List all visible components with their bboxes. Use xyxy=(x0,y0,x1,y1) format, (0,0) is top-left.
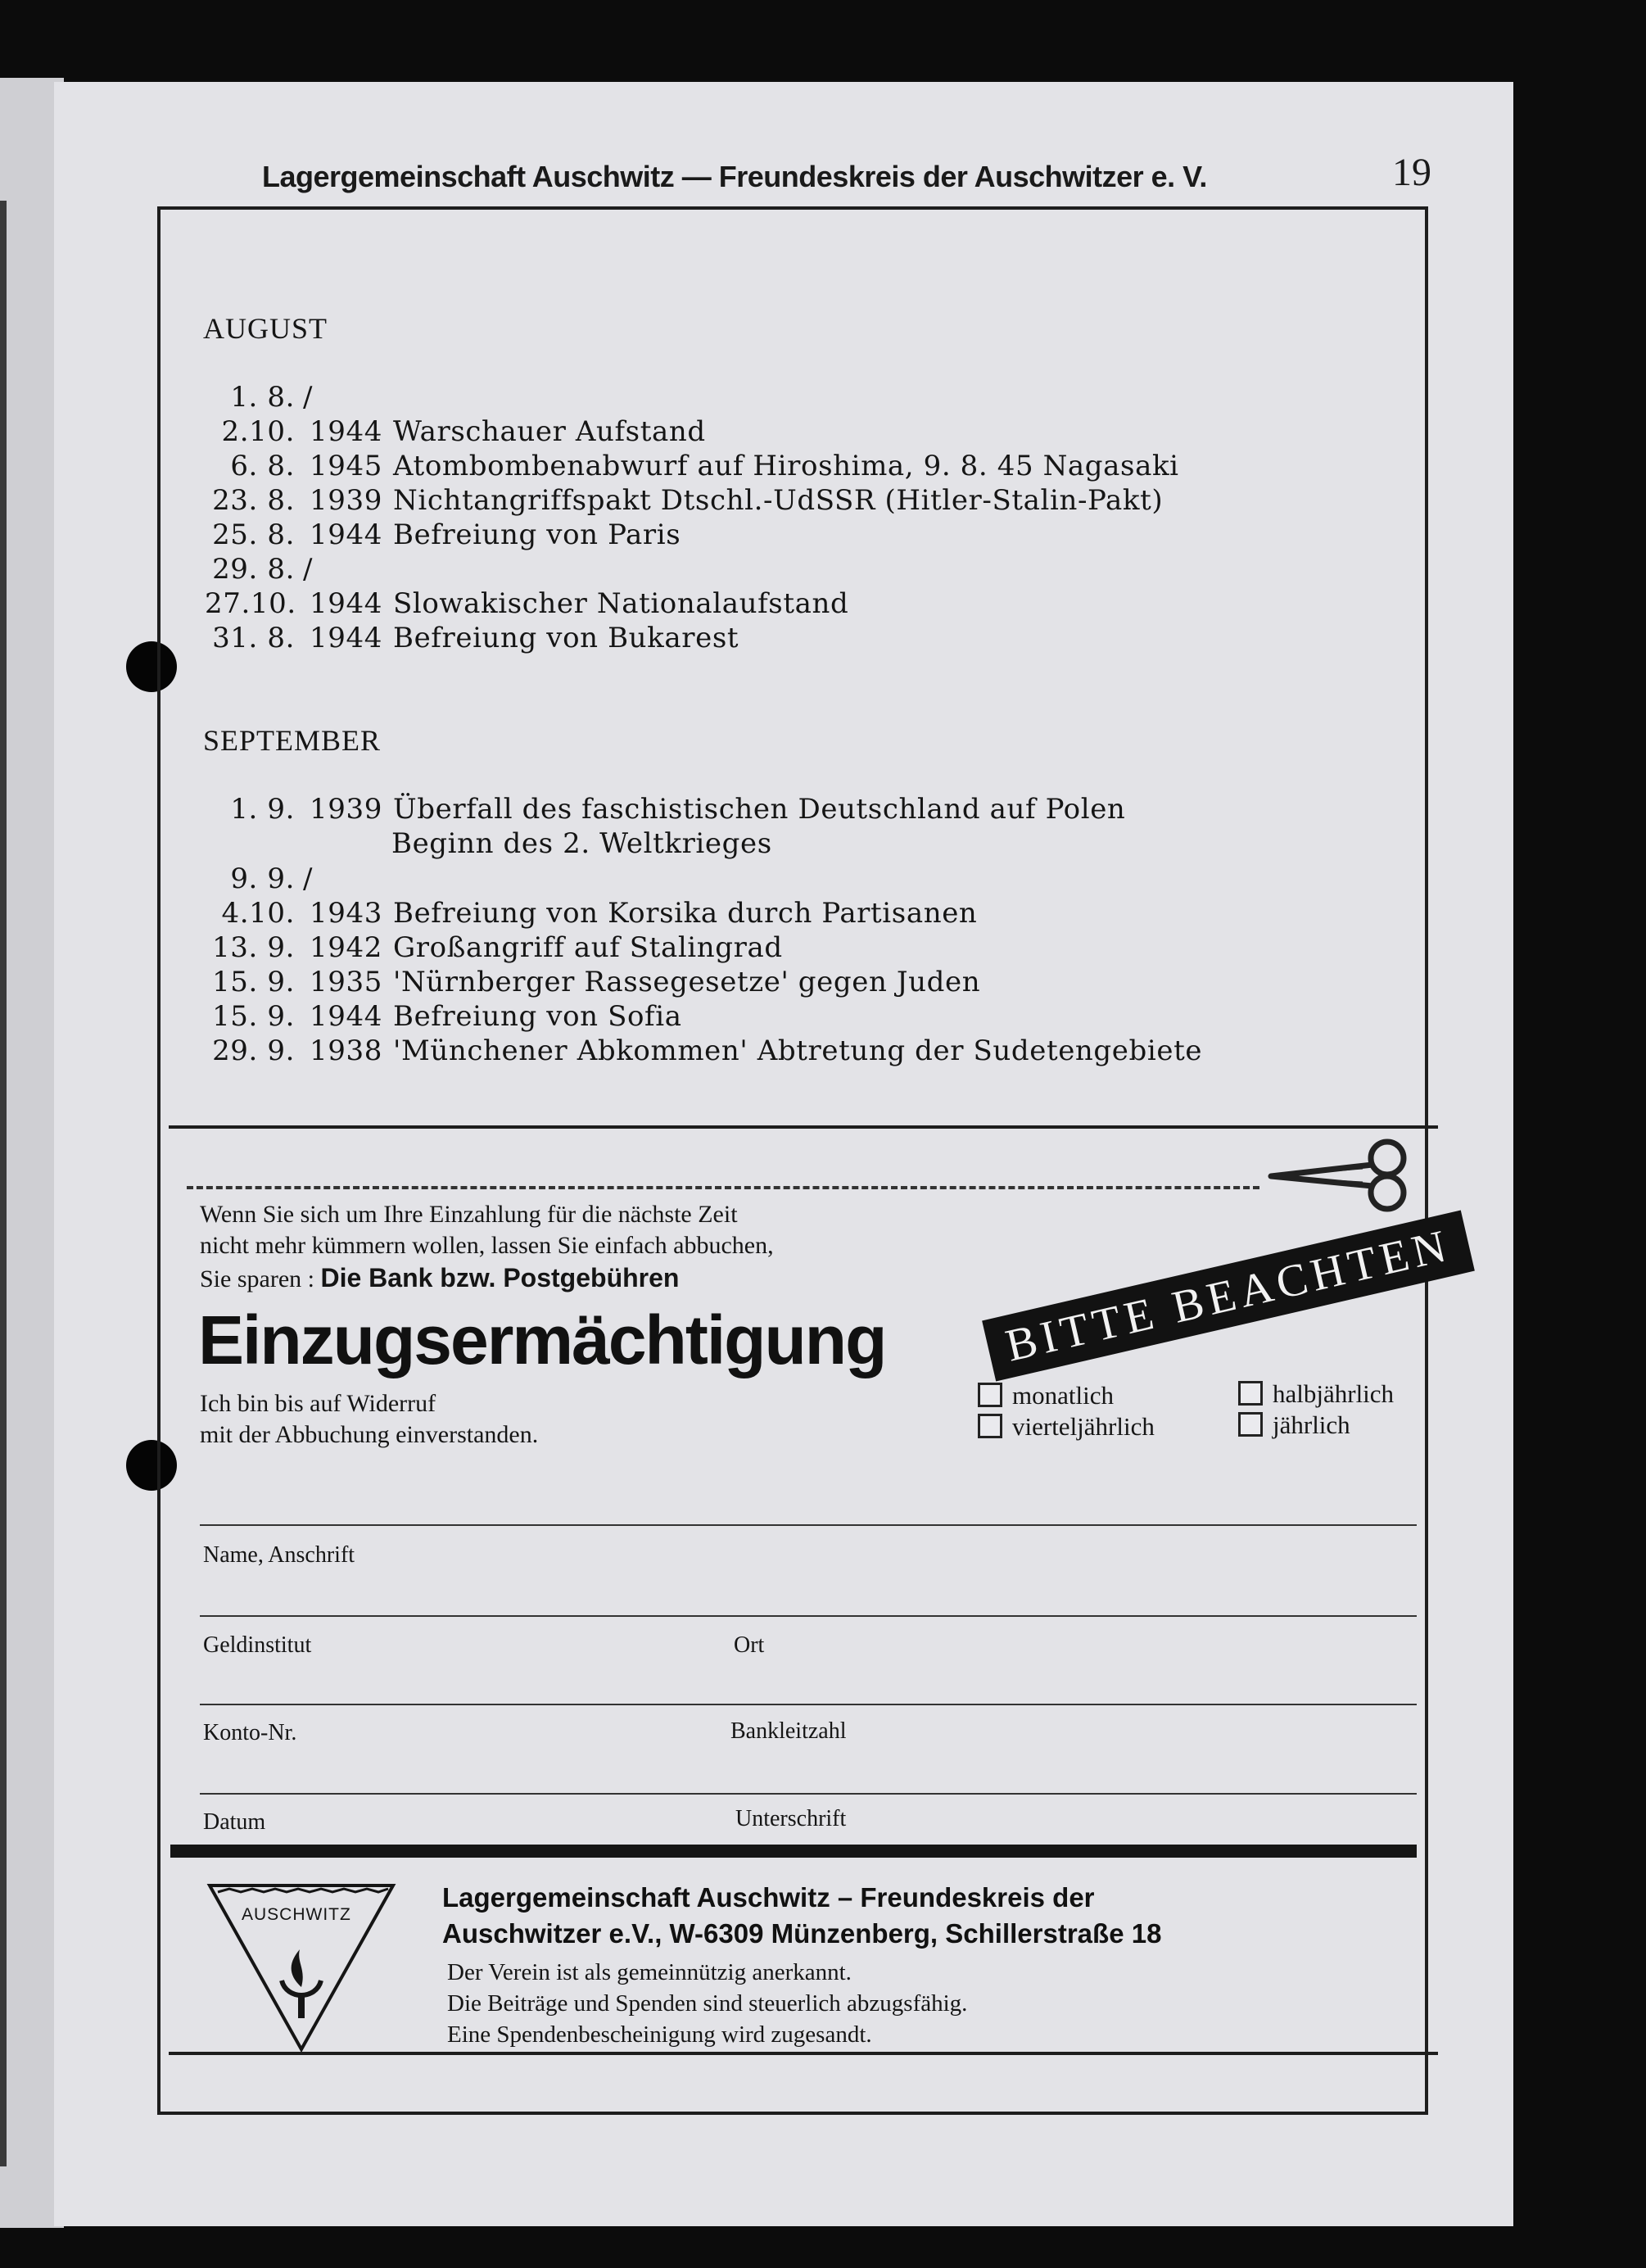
fee-note: Die Bank bzw. Postgebühren xyxy=(320,1263,680,1292)
footer-note: Die Beiträge und Spenden sind steuerlich abzugsfähig. xyxy=(447,1990,968,2017)
row-date: 1. 9. xyxy=(230,793,295,826)
checkbox[interactable] xyxy=(978,1414,1002,1438)
august-heading: AUGUST xyxy=(203,312,328,345)
row-date: 27.10. xyxy=(205,587,296,620)
sort-code-field-label: Bankleitzahl xyxy=(730,1718,847,1744)
row-year: 1944 xyxy=(310,1000,382,1033)
row-text: 'Münchener Abkommen' Abtretung der Sudetengebiete xyxy=(393,1034,1203,1067)
row-date: 2.10. xyxy=(221,415,295,448)
row-year: 1939 xyxy=(310,793,382,826)
option-monthly[interactable] xyxy=(978,1381,1114,1410)
row-date: 6. 8. xyxy=(230,450,295,482)
cut-line xyxy=(187,1186,1259,1189)
row-year: 1939 xyxy=(310,484,382,517)
bank-field-label: Geldinstitut xyxy=(203,1632,312,1658)
footer-divider xyxy=(169,2052,1438,2055)
row-year: 1938 xyxy=(310,1034,382,1067)
row-date: 23. 8. xyxy=(212,484,295,517)
row-year: 1935 xyxy=(310,966,382,998)
page-number: 19 xyxy=(1392,151,1431,194)
row-text: Beginn des 2. Weltkrieges xyxy=(391,827,772,860)
checkbox[interactable] xyxy=(1238,1412,1263,1437)
option-label: halbjährlich xyxy=(1273,1379,1395,1408)
option-yearly[interactable] xyxy=(1238,1410,1350,1440)
option-label: monatlich xyxy=(1012,1381,1114,1410)
form-intro-prefix: Sie sparen : xyxy=(200,1265,321,1292)
row-text: Befreiung von Sofia xyxy=(393,1000,682,1033)
form-intro-line: nicht mehr kümmern wollen, lassen Sie einfach abbuchen, xyxy=(200,1232,774,1259)
row-year: 1944 xyxy=(310,622,382,654)
city-field-label: Ort xyxy=(734,1632,765,1658)
form-intro-line: Wenn Sie sich um Ihre Einzahlung für die nächste Zeit xyxy=(200,1201,738,1228)
row-year: 1944 xyxy=(310,518,382,551)
form-heading: Einzugsermächtigung xyxy=(198,1301,886,1378)
row-text: Befreiung von Korsika durch Partisanen xyxy=(393,897,978,930)
account-field-line[interactable] xyxy=(200,1704,1417,1705)
option-label: jährlich xyxy=(1273,1410,1350,1439)
september-heading: SEPTEMBER xyxy=(203,724,382,757)
row-date: 1. 8. xyxy=(230,381,295,414)
page-edge xyxy=(0,201,7,2166)
footer-note: Der Verein ist als gemeinnützig anerkannt. xyxy=(447,1959,852,1985)
name-field-line[interactable] xyxy=(200,1524,1417,1526)
date-field-line[interactable] xyxy=(200,1793,1417,1795)
date-field-label: Datum xyxy=(203,1809,266,1835)
row-date: 4.10. xyxy=(221,897,295,930)
row-year: 1942 xyxy=(310,931,382,964)
row-text: Slowakischer Nationalaufstand xyxy=(393,587,849,620)
row-text: Befreiung von Paris xyxy=(393,518,681,551)
row-year: 1943 xyxy=(310,897,382,930)
row-text: Befreiung von Bukarest xyxy=(393,622,739,654)
row-date: 31. 8. xyxy=(212,622,295,654)
row-text: Überfall des faschistischen Deutschland auf Polen xyxy=(393,793,1126,826)
form-intro-line xyxy=(200,1263,679,1293)
row-text: 'Nürnberger Rassegesetze' gegen Juden xyxy=(393,966,981,998)
checkbox[interactable] xyxy=(1238,1381,1263,1406)
signature-field-label: Unterschrift xyxy=(735,1806,847,1831)
row-text: Atombombenabwurf auf Hiroshima, 9. 8. 45 Nagasaki xyxy=(393,450,1179,482)
row-text: Warschauer Aufstand xyxy=(393,415,706,448)
page-header-title: Lagergemeinschaft Auschwitz — Freundeskreis der Auschwitzer e. V. xyxy=(262,160,1207,193)
consent-text: mit der Abbuchung einverstanden. xyxy=(200,1421,539,1448)
row-text: Nichtangriffspakt Dtschl.-UdSSR (Hitler-Stalin-Pakt) xyxy=(393,484,1164,517)
section-divider xyxy=(169,1125,1438,1129)
account-field-label: Konto-Nr. xyxy=(203,1720,297,1745)
row-year: / xyxy=(303,553,314,586)
footer-bar xyxy=(170,1845,1417,1858)
row-date: 9. 9. xyxy=(230,862,295,895)
row-date: 29. 9. xyxy=(212,1034,295,1067)
row-date: 13. 9. xyxy=(212,931,295,964)
name-field-label: Name, Anschrift xyxy=(203,1542,355,1568)
option-quarterly[interactable] xyxy=(978,1412,1155,1442)
row-date: 15. 9. xyxy=(212,966,295,998)
row-date: 25. 8. xyxy=(212,518,295,551)
scissors-icon xyxy=(1264,1135,1418,1214)
row-date: 29. 8. xyxy=(212,553,295,586)
footer-note: Eine Spendenbescheinigung wird zugesandt. xyxy=(447,2021,872,2048)
checkbox[interactable] xyxy=(978,1383,1002,1407)
notice-badge: BITTE BEACHTEN xyxy=(982,1210,1475,1381)
row-year: 1944 xyxy=(310,587,382,620)
row-year: 1945 xyxy=(310,450,382,482)
row-year: / xyxy=(303,381,314,414)
consent-text: Ich bin bis auf Widerruf xyxy=(200,1390,436,1417)
row-date: 15. 9. xyxy=(212,1000,295,1033)
option-label: vierteljährlich xyxy=(1012,1412,1155,1441)
row-text: Großangriff auf Stalingrad xyxy=(393,931,783,964)
row-year: / xyxy=(303,862,314,895)
option-half-yearly[interactable] xyxy=(1238,1379,1394,1409)
logo-text: AUSCHWITZ xyxy=(242,1905,351,1924)
row-year: 1944 xyxy=(310,415,382,448)
org-address-line: Auschwitzer e.V., W-6309 Münzenberg, Schillerstraße 18 xyxy=(442,1918,1162,1949)
org-name-line: Lagergemeinschaft Auschwitz – Freundeskreis der xyxy=(442,1882,1095,1913)
bank-field-line[interactable] xyxy=(200,1615,1417,1617)
